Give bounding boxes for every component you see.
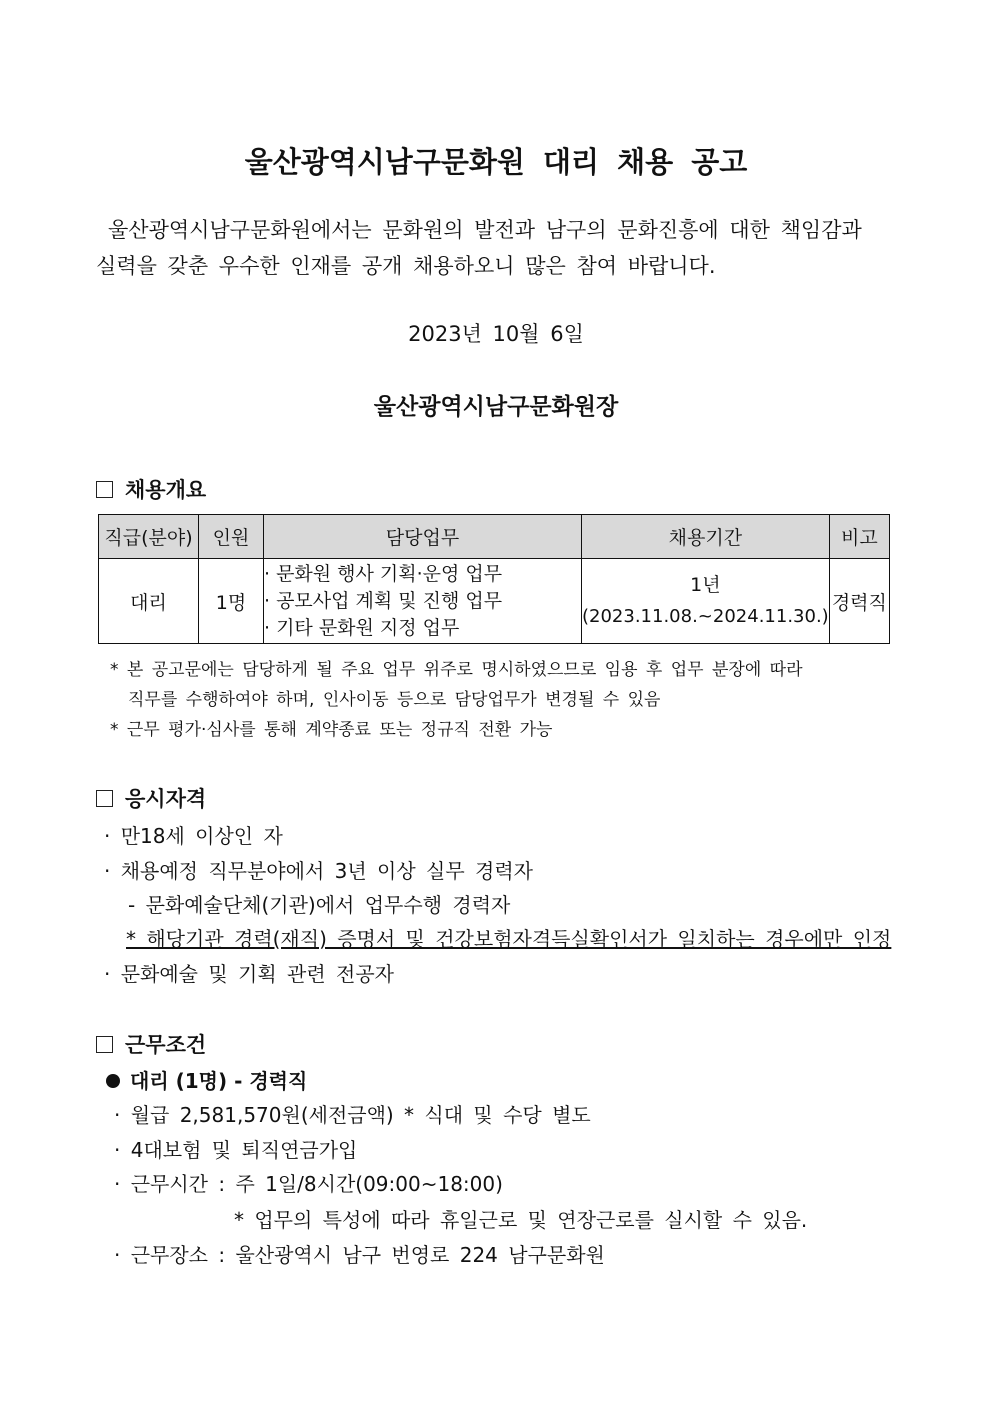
organization-head: 울산광역시남구문화원장	[373, 394, 619, 420]
condition-item: · 근무장소 : 울산광역시 남구 번영로 224 남구문화원	[114, 1243, 605, 1267]
overview-note-2: * 근무 평가·심사를 통해 계약종료 또는 정규직 전환 가능	[110, 720, 553, 740]
qualification-item: · 만18세 이상인 자	[104, 824, 283, 848]
condition-note: * 업무의 특성에 따라 휴일근로 및 연장근로를 실시할 수 있음.	[234, 1208, 808, 1232]
duty-item: · 공모사업 계획 및 진행 업무	[264, 590, 503, 612]
overview-table	[98, 514, 890, 644]
header-duties: 담당업무	[264, 515, 582, 559]
page-title: 울산광역시남구문화원 대리 채용 공고	[244, 145, 748, 179]
header-note: 비고	[829, 515, 889, 559]
cell-count: 1명	[199, 559, 264, 644]
checkbox-square-icon	[96, 481, 113, 498]
overview-note-1: * 본 공고문에는 담당하게 될 주요 업무 위주로 명시하였으므로 임용 후 업무 분장에 따라	[110, 660, 803, 680]
conditions-subheading: 대리 (1명) - 경력직	[106, 1065, 307, 1094]
period-dates: (2023.11.08.~2024.11.30.)	[582, 606, 829, 627]
header-period: 채용기간	[582, 515, 830, 559]
filled-circle-icon	[106, 1074, 120, 1088]
intro-paragraph	[96, 212, 901, 284]
section-heading-overview: 채용개요	[96, 474, 206, 504]
overview-note-1-cont: 직무를 수행하여야 하며, 인사이동 등으로 담당업무가 변경될 수 있음	[128, 690, 661, 710]
header-count: 인원	[199, 515, 264, 559]
header-rank: 직급(분야)	[99, 515, 199, 559]
condition-item: · 월급 2,581,570원(세전금액) * 식대 및 수당 별도	[114, 1103, 591, 1127]
checkbox-square-icon	[96, 1036, 113, 1053]
table-header-row	[99, 515, 890, 559]
condition-item: · 4대보험 및 퇴직연금가입	[114, 1138, 358, 1162]
qualification-item: · 문화예술 및 기획 관련 전공자	[104, 962, 394, 986]
notice-date: 2023년 10월 6일	[408, 322, 584, 346]
condition-item: · 근무시간 : 주 1일/8시간(09:00~18:00)	[114, 1172, 503, 1196]
duty-item: · 기타 문화원 지정 업무	[264, 617, 460, 639]
qualification-note: * 해당기관 경력(재직) 증명서 및 건강보험자격득실확인서가 일치하는 경우에만 인정	[126, 927, 892, 951]
duty-item: · 문화원 행사 기획·운영 업무	[264, 563, 503, 585]
qualification-item: · 채용예정 직무분야에서 3년 이상 실무 경력자	[104, 859, 533, 883]
intro-line-2: 실력을 갖춘 우수한 인재를 공개 채용하오니 많은 참여 바랍니다.	[96, 254, 716, 278]
qualification-subitem: - 문화예술단체(기관)에서 업무수행 경력자	[128, 893, 511, 917]
section-heading-qualifications: 응시자격	[96, 783, 206, 813]
section-heading-conditions: 근무조건	[96, 1029, 206, 1059]
cell-note: 경력직	[829, 559, 889, 644]
table-row	[99, 559, 890, 644]
cell-period	[582, 559, 830, 644]
cell-duties	[264, 559, 582, 644]
cell-rank: 대리	[99, 559, 199, 644]
intro-line-1: 울산광역시남구문화원에서는 문화원의 발전과 남구의 문화진흥에 대한 책임감과	[108, 218, 862, 242]
checkbox-square-icon	[96, 790, 113, 807]
period-duration: 1년	[690, 574, 721, 596]
